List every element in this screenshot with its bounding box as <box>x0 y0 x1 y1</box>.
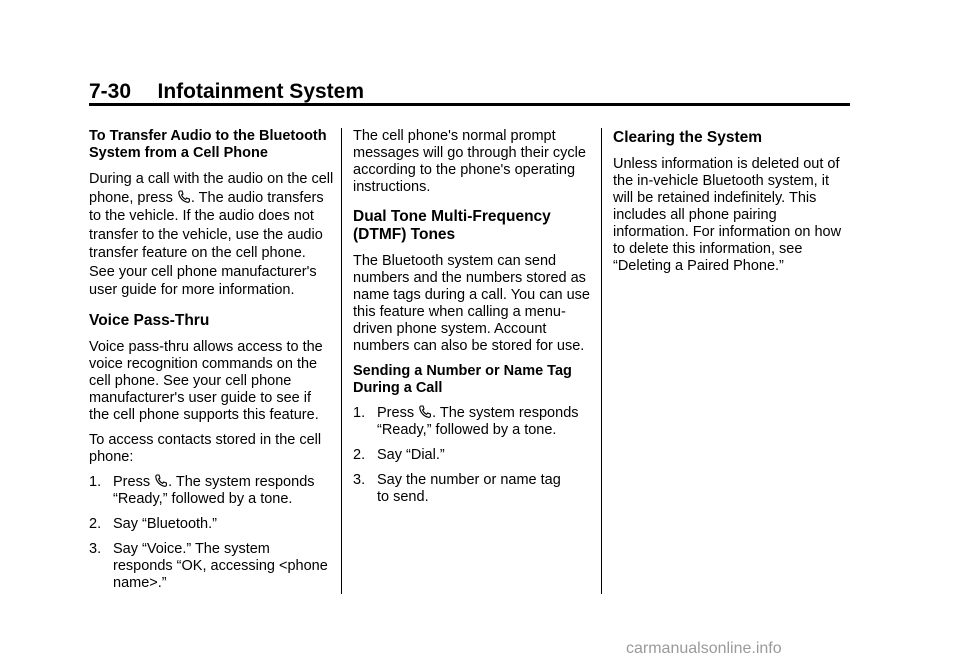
heading-clearing-system: Clearing the System <box>613 129 763 146</box>
list-item: 3. Say “Voice.” The system responds “OK, accessing <phone name>.” <box>89 540 328 591</box>
phone-icon <box>178 190 190 203</box>
phone-icon <box>155 474 167 487</box>
list-item: 1. Press . The system responds “Ready,” followed by a tone. <box>353 405 579 438</box>
header-rule <box>89 103 850 106</box>
heading-voice-pass-thru: Voice Pass-Thru <box>89 311 210 329</box>
paragraph-transfer-audio: During a call with the audio on the cell phone, press . The audio transfers to the vehicle. If the audio does not transfer to the vehicle, use the audio transfer feature on the cell phone. See your cell phone manufacturer's user guide for more information. <box>89 171 334 298</box>
list-item: 2. Say “Dial.” <box>353 447 445 463</box>
paragraph-dtmf: The Bluetooth system can send numbers and the numbers stored as name tags during a call. You can use this feature when calling a menu-driven phone system. Account numbers can also be stored for use. <box>353 253 590 354</box>
list-item: 2. Say “Bluetooth.” <box>89 515 217 532</box>
paragraph-prompt-messages: The cell phone's normal prompt messages will go through their cycle according to the phone's operating instructions. <box>353 128 586 195</box>
paragraph-voice-pass-thru: Voice pass-thru allows access to the voice recognition commands on the cell phone. See your cell phone manufacturer's user guide to see if the cell phone supports this feature. <box>89 338 323 423</box>
paragraph-access-contacts: To access contacts stored in the cell phone: <box>89 431 322 465</box>
chapter-title: Infotainment System <box>157 80 365 103</box>
watermark: carmanualsonline.info <box>626 640 782 657</box>
list-item: 3. Say the number or name tag to send. <box>353 472 561 505</box>
column-1 <box>89 128 334 600</box>
subheading-sending-number: Sending a Number or Name Tag During a Call <box>353 363 572 396</box>
column-divider-1 <box>341 128 342 594</box>
column-divider-2 <box>601 128 602 594</box>
heading-dtmf-tones: Dual Tone Multi-Frequency (DTMF) Tones <box>353 208 551 243</box>
paragraph-clearing-system: Unless information is deleted out of the in-vehicle Bluetooth system, it will be retained indefinitely. This includes all phone pairing information. For information on how to delete this information, see “Deleting a Paired Phone.” <box>613 156 842 274</box>
phone-icon <box>419 405 431 418</box>
list-item: 1. Press . The system responds “Ready,” followed by a tone. <box>89 473 315 507</box>
page-header <box>89 80 851 104</box>
column-2 <box>353 128 591 514</box>
page-number: 7-30 <box>89 80 132 103</box>
column-3 <box>613 128 853 283</box>
subheading-transfer-audio: To Transfer Audio to the Bluetooth System from a Cell Phone <box>89 128 327 161</box>
